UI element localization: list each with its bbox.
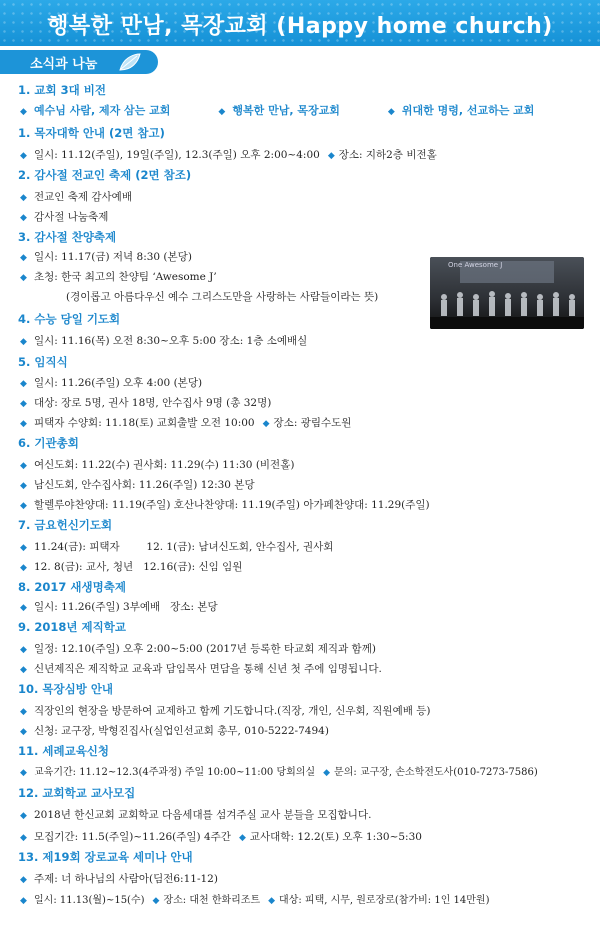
list-item: ◆ 교육기간: 11.12~12.3(4주과정) 주일 10:00~11:00 당회의실 ◆ 문의: 교구장, 손소학전도사(010-7273-7586) (20, 767, 538, 778)
diamond-bullet-icon: ◆ (20, 193, 27, 203)
section-heading: 2. 감사절 전교인 축제 (2면 참조) (18, 168, 192, 182)
list-item: ◆ 신청: 교구장, 박형진집사(실업인선교회 총무, 010-5222-7494) (20, 725, 329, 737)
diamond-bullet-icon: ◆ (20, 107, 27, 117)
list-item: ◆ 여신도회: 11.22(수) 권사회: 11.29(수) 11:30 (비전홀) (20, 459, 295, 471)
list-item: ◆ 초청: 한국 최고의 찬양팀 ‘Awesome J’ (20, 271, 217, 283)
diamond-bullet-icon: ◆ (20, 253, 27, 263)
section-heading: 10. 목장심방 안내 (18, 682, 114, 696)
diamond-bullet-icon: ◆ (20, 151, 27, 161)
concert-photo (430, 257, 584, 329)
list-item: ◆ 모집기간: 11.5(주일)~11.26(주일) 4주간 ◆ 교사대학: 12.2(토) 오후 1:30~5:30 (20, 831, 422, 843)
diamond-bullet-icon: ◆ (20, 419, 27, 429)
list-item: ◆ 남신도회, 안수집사회: 11.26(주일) 12:30 본당 (20, 479, 255, 491)
diamond-bullet-icon: ◆ (20, 896, 27, 906)
diamond-bullet-icon: ◆ (323, 768, 331, 778)
diamond-bullet-icon: ◆ (20, 833, 27, 843)
list-item: ◆ 일정: 12.10(주일) 오후 2:00~5:00 (2017년 등록한 타교회 제직과 함께) (20, 643, 376, 655)
diamond-bullet-icon: ◆ (268, 896, 276, 906)
diamond-bullet-icon: ◆ (20, 768, 27, 778)
diamond-bullet-icon: ◆ (20, 213, 27, 223)
diamond-bullet-icon: ◆ (20, 727, 27, 737)
section-heading: 7. 금요헌신기도회 (18, 518, 113, 532)
diamond-bullet-icon: ◆ (218, 107, 226, 117)
list-item: ◆ 12. 8(금): 교사, 청년 12.16(금): 신임 임원 (20, 561, 243, 573)
diamond-bullet-icon: ◆ (327, 151, 335, 161)
leaf-icon (118, 52, 142, 72)
diamond-bullet-icon: ◆ (20, 501, 27, 511)
list-item: ◆ 일시: 11.17(금) 저녁 8:30 (본당) (20, 251, 192, 263)
section-heading: 3. 감사절 찬양축제 (18, 230, 117, 244)
section-heading: 13. 제19회 장로교육 세미나 안내 (18, 850, 193, 864)
list-item: ◆ 신년제직은 제직학교 교육과 담임목사 면담을 통해 신년 첫 주에 임명됩니다. (20, 663, 382, 675)
list-item: ◆ 일시: 11.26(주일) 3부예배 장소: 본당 (20, 601, 218, 613)
section-label: 소식과 나눔 (30, 57, 98, 72)
title-banner (0, 0, 600, 46)
diamond-bullet-icon: ◆ (20, 875, 27, 885)
section-heading: 5. 임직식 (18, 355, 68, 369)
diamond-bullet-icon: ◆ (20, 665, 27, 675)
diamond-bullet-icon: ◆ (20, 461, 27, 471)
section-heading: 11. 세례교육신청 (18, 744, 110, 758)
section-heading: 1. 목자대학 안내 (2면 참고) (18, 126, 165, 140)
diamond-bullet-icon: ◆ (20, 543, 27, 553)
list-item: ◆ 감사절 나눔축제 (20, 211, 109, 223)
list-item: ◆ 전교인 축제 감사예배 (20, 191, 132, 203)
page-title: 행복한 만남, 목장교회 (Happy home church) (47, 14, 553, 39)
diamond-bullet-icon: ◆ (20, 399, 27, 409)
section-heading: 6. 기관총회 (18, 436, 79, 450)
diamond-bullet-icon: ◆ (387, 107, 395, 117)
diamond-bullet-icon: ◆ (20, 273, 27, 283)
diamond-bullet-icon: ◆ (152, 896, 160, 906)
vision-row: ◆ 예수님 사람, 제자 삼는 교회 ◆ 행복한 만남, 목장교회 ◆ 위대한 명령, 선교하는 교회 (20, 104, 535, 117)
diamond-bullet-icon: ◆ (20, 811, 27, 821)
diamond-bullet-icon: ◆ (20, 645, 27, 655)
list-item: ◆ 일시: 11.13(월)~15(수) ◆ 장소: 대천 한화리조트 ◆ 대상: 피택, 시무, 원로장로(참가비: 1인 14만원) (20, 895, 490, 906)
diamond-bullet-icon: ◆ (262, 419, 270, 429)
diamond-bullet-icon: ◆ (20, 603, 27, 613)
diamond-bullet-icon: ◆ (20, 379, 27, 389)
list-item: ◆ 2018년 한신교회 교회학교 다음세대를 섬겨주실 교사 분들을 모집합니다. (20, 809, 372, 821)
section-heading: 12. 교회학교 교사모집 (18, 786, 136, 800)
diamond-bullet-icon: ◆ (20, 337, 27, 347)
list-item: ◆ 피택자 수양회: 11.18(토) 교회출발 오전 10:00 ◆ 장소: 광림수도원 (20, 417, 352, 429)
section-heading: 1. 교회 3대 비전 (18, 83, 106, 97)
list-item: ◆ 일시: 11.26(주일) 오후 4:00 (본당) (20, 377, 203, 389)
section-heading: 4. 수능 당일 기도회 (18, 312, 121, 326)
list-subline: (경이롭고 아름다우신 예수 그리스도만을 사랑하는 사람들이라는 뜻) (66, 291, 379, 303)
diamond-bullet-icon: ◆ (20, 707, 27, 717)
diamond-bullet-icon: ◆ (20, 481, 27, 491)
photo-caption: One Awesome J (448, 261, 503, 269)
section-heading: 9. 2018년 제직학교 (18, 620, 126, 634)
list-item: ◆ 일시: 11.12(주일), 19일(주일), 12.3(주일) 오후 2:00~4:00 ◆ 장소: 지하2층 비전홀 (20, 149, 437, 161)
list-item: ◆ 주제: 너 하나님의 사람아(딤전6:11-12) (20, 873, 218, 885)
list-item: ◆ 11.24(금): 피택자 12. 1(금): 남녀신도회, 안수집사, 권사회 (20, 541, 334, 553)
list-item: ◆ 직장인의 현장을 방문하여 교제하고 함께 기도합니다.(직장, 개인, 신우회, 직원예배 등) (20, 705, 431, 717)
list-item: ◆ 일시: 11.16(목) 오전 8:30~오후 5:00 장소: 1층 소예배실 (20, 335, 308, 347)
list-item: ◆ 할렐루야찬양대: 11.19(주일) 호산나찬양대: 11.19(주일) 아가페찬양대: 11.29(주일) (20, 499, 430, 511)
section-heading: 8. 2017 새생명축제 (18, 580, 126, 594)
diamond-bullet-icon: ◆ (238, 833, 246, 843)
list-item: ◆ 대상: 장로 5명, 권사 18명, 안수집사 9명 (총 32명) (20, 397, 272, 409)
diamond-bullet-icon: ◆ (20, 563, 27, 573)
